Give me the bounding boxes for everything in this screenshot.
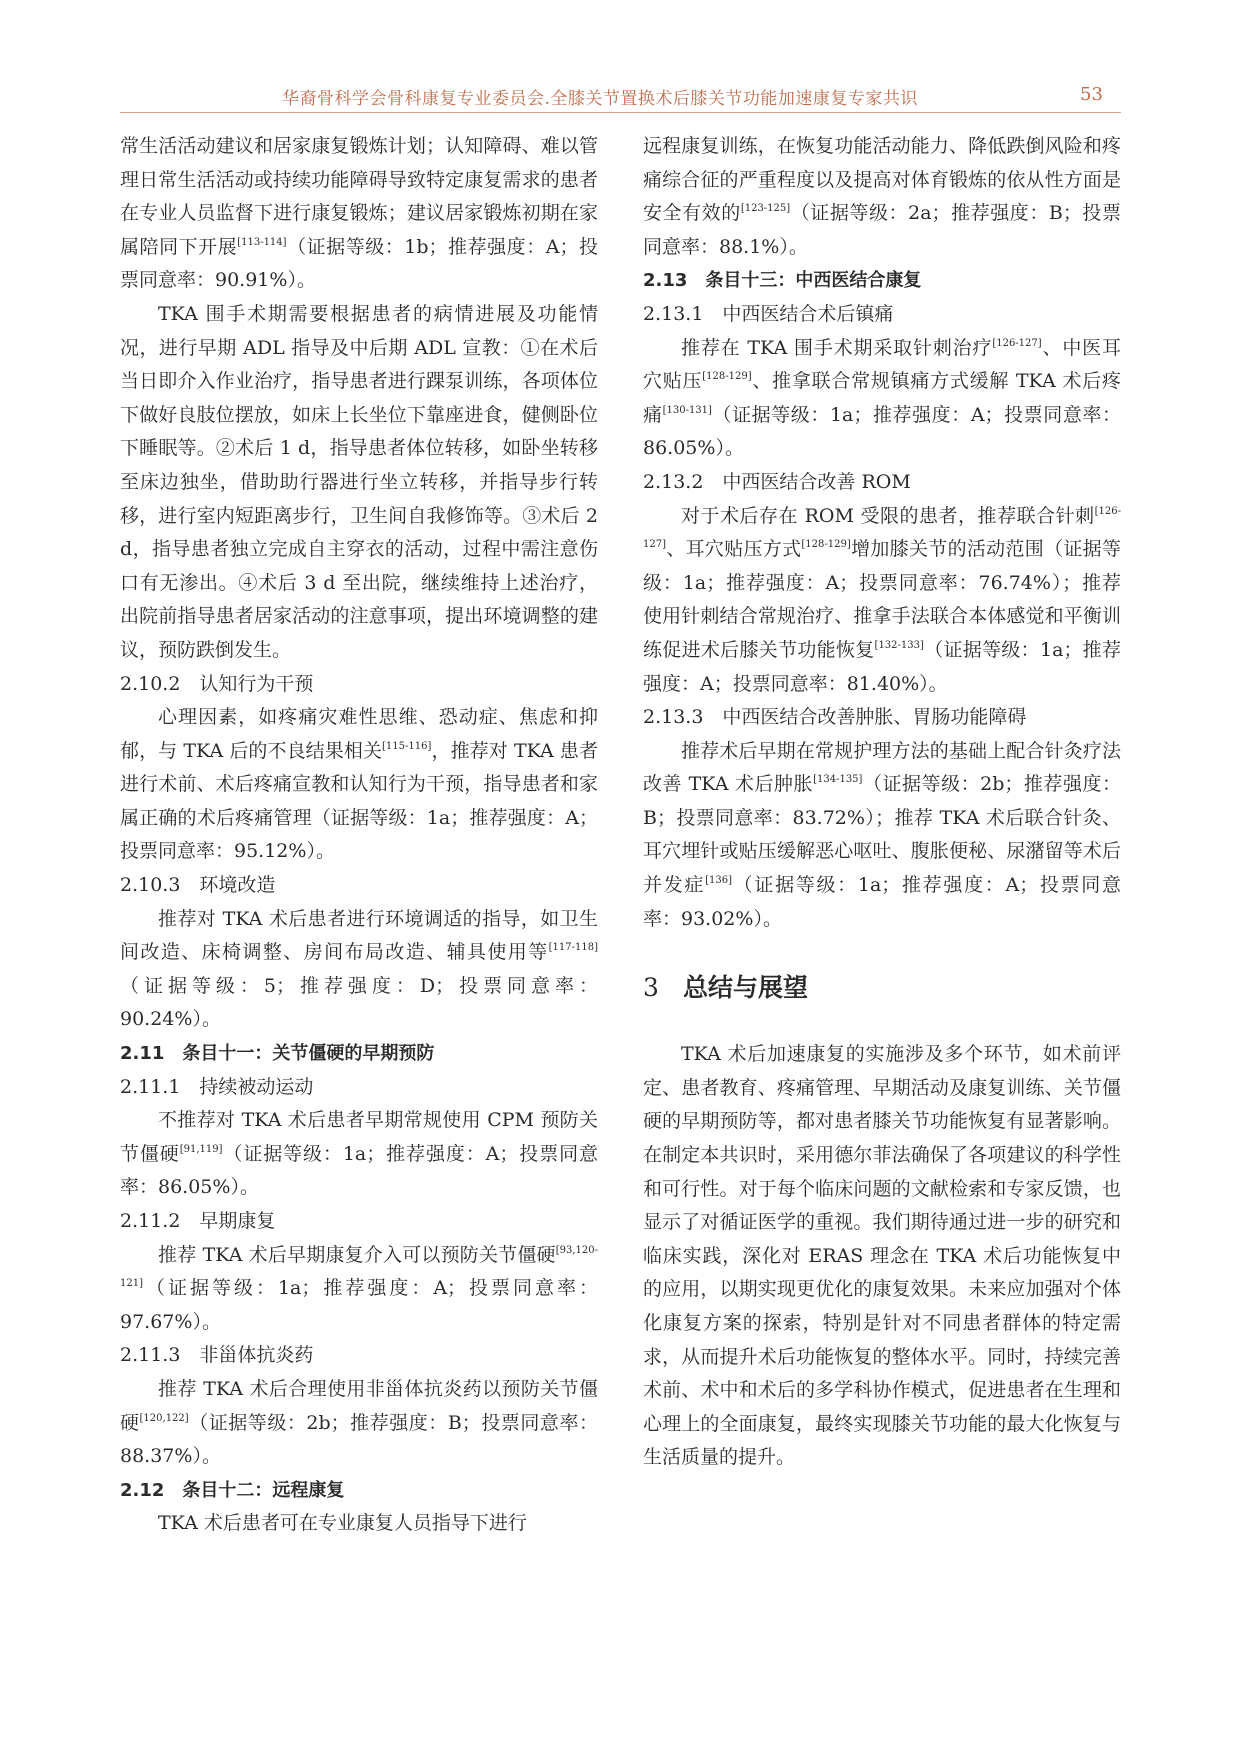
citation: [115-116]: [382, 740, 432, 752]
header-divider: [120, 112, 1121, 113]
section-heading: 2.13 条目十三：中西医结合康复: [643, 270, 922, 292]
citation: [132-133]: [874, 639, 924, 651]
paragraph: 远程康复训练，在恢复功能活动能力、降低跌倒风险和疼痛综合征的严重程度以及提高对体育锻炼的依从性方面是安全有效的[123-125]（证据等级：2a；推荐强度：B；投票同意率：88.1%）。: [643, 135, 1121, 258]
paragraph: 推荐术后早期在常规护理方法的基础上配合针灸疗法改善 TKA 术后肿胀[134-135]（证据等级：2b；推荐强度：B；投票同意率：83.72%）；推荐 TKA 术后联合针灸、耳穴埋针或贴压缓解恶心呕吐、腹胀便秘、尿潴留等术后并发症[136]（证据等级：1a；推荐强度：A；投票同意率：93.02%）。: [643, 739, 1121, 930]
page-number: 53: [1080, 84, 1103, 105]
citation: [126-127]: [643, 505, 1121, 551]
paragraph: 对于术后存在 ROM 受限的患者，推荐联合针刺[126-127]、耳穴贴压方式[128-129]增加膝关节的活动范围（证据等级：1a；推荐强度：A；投票同意率：76.74%）；推荐使用针刺结合常规治疗、推拿手法联合本体感觉和平衡训练促进术后膝关节功能恢复[132-133]（证据等级：1a；推荐强度：A；投票同意率：81.40%）。: [643, 504, 1121, 695]
paragraph: TKA 术后加速康复的实施涉及多个环节，如术前评定、患者教育、疼痛管理、早期活动及康复训练、关节僵硬的早期预防等，都对患者膝关节功能恢复有显著影响。在制定本共识时，采用德尔菲法确保了各项建议的科学性和可行性。对于每个临床问题的文献检索和专家反馈，也显示了对循证医学的重视。我们期待通过进一步的研究和临床实践，深化对 ERAS 理念在 TKA 术后功能恢复中的应用，以期实现更优化的康复效果。未来应加强对个体化康复方案的探索，特别是针对不同患者群体的特定需求，从而提升术后功能恢复的整体水平。同时，持续完善术前、术中和术后的多学科协作模式，促进患者在生理和心理上的全面康复，最终实现膝关节功能的最大化恢复与生活质量的提升。: [643, 1043, 1121, 1469]
section-heading: 2.10.3 环境改造: [120, 874, 276, 897]
citation: [128-129]: [702, 371, 752, 383]
citation: [136]: [705, 875, 732, 887]
section-heading: 2.13.3 中西医结合改善肿胀、胃肠功能障碍: [643, 706, 1027, 729]
section-heading: 2.11.2 早期康复: [120, 1210, 276, 1232]
citation: [134-135]: [813, 774, 863, 786]
section-heading: 2.11.3 非甾体抗炎药: [120, 1344, 314, 1367]
citation: [93,120-121]: [120, 1244, 598, 1290]
citation: [91,119]: [179, 1143, 223, 1155]
paragraph: 推荐 TKA 术后早期康复介入可以预防关节僵硬[93,120-121]（证据等级：1a；推荐强度：A；投票同意率：97.67%）。: [120, 1243, 598, 1333]
running-title: 华裔骨科学会骨科康复专业委员会.全膝关节置换术后膝关节功能加速康复专家共识: [282, 89, 918, 109]
section-heading: 2.10.2 认知行为干预: [120, 672, 314, 695]
chapter-number: 3: [643, 973, 659, 1003]
citation: [128-129]: [801, 539, 851, 551]
paragraph: 推荐对 TKA 术后患者进行环境调适的指导，如卫生间改造、床椅调整、房间布局改造、辅具使用等[117-118]（证据等级：5；推荐强度：D；投票同意率：90.24%）。: [120, 907, 598, 1031]
right-column: [643, 130, 1121, 1475]
section-heading: 2.11.1 持续被动运动: [120, 1075, 314, 1098]
citation: [123-125]: [740, 203, 791, 215]
paragraph: 推荐 TKA 术后合理使用非甾体抗炎药以预防关节僵硬[120,122]（证据等级：2b；推荐强度：B；投票同意率：88.37%）。: [120, 1377, 598, 1468]
paragraph: 常生活活动建议和居家康复锻炼计划；认知障碍、难以管理日常生活活动或持续功能障碍导致特定康复需求的患者在专业人员监督下进行康复锻炼；建议居家锻炼初期在家属陪同下开展[113-114]（证据等级：1b；推荐强度：A；投票同意率：90.91%）。: [120, 135, 598, 292]
running-header: [0, 80, 1241, 110]
section-heading: 2.11 条目十一：关节僵硬的早期预防: [120, 1043, 435, 1065]
section-heading: 2.13.2 中西医结合改善 ROM: [643, 470, 911, 493]
paragraph: TKA 术后患者可在专业康复人员指导下进行: [158, 1512, 527, 1535]
paragraph: 推荐在 TKA 围手术期采取针刺治疗[126-127]、中医耳穴贴压[128-129]、推拿联合常规镇痛方式缓解 TKA 术后疼痛[130-131]（证据等级：1a；推荐强度：A；投票同意率：86.05%）。: [643, 336, 1121, 460]
citation: [113-114]: [237, 236, 287, 248]
citation: [126-127]: [992, 337, 1042, 349]
left-column: [120, 130, 598, 1541]
citation: [117-118]: [548, 942, 598, 954]
citation: [130-131]: [662, 404, 712, 416]
citation: [120,122]: [139, 1412, 189, 1424]
paragraph: 心理因素，如疼痛灾难性思维、恐动症、焦虑和抑郁，与 TKA 后的不良结果相关[115-116]，推荐对 TKA 患者进行术前、术后疼痛宣教和认知行为干预，指导患者和家属正确的术后疼痛管理（证据等级：1a；推荐强度：A；投票同意率：95.12%）。: [120, 706, 598, 863]
paragraph: TKA 围手术期需要根据患者的病情进展及功能情况，进行早期 ADL 指导及中后期 ADL 宣教：①在术后当日即介入作业治疗，指导患者进行踝泵训练，各项体位下做好良肢位摆放，如床上长坐位下靠座进食，健侧卧位下睡眠等。②术后 1 d，指导患者体位转移，如卧坐转移至床边独坐，借助助行器进行坐立转移，并指导步行转移，进行室内短距离步行，卫生间自我修饰等。③术后 2 d，指导患者独立完成自主穿衣的活动，过程中需注意伤口有无渗出。④术后 3 d 至出院，继续维持上述治疗，出院前指导患者居家活动的注意事项，提出环境调整的建议，预防跌倒发生。: [120, 302, 598, 661]
chapter-heading: [643, 936, 1121, 1038]
chapter-title: 总结与展望: [683, 973, 809, 1003]
section-heading: 2.13.1 中西医结合术后镇痛: [643, 302, 894, 325]
paragraph: 不推荐对 TKA 术后患者早期常规使用 CPM 预防关节僵硬[91,119]（证据等级：1a；推荐强度：A；投票同意率：86.05%）。: [120, 1109, 598, 1199]
section-heading: 2.12 条目十二：远程康复: [120, 1479, 345, 1501]
